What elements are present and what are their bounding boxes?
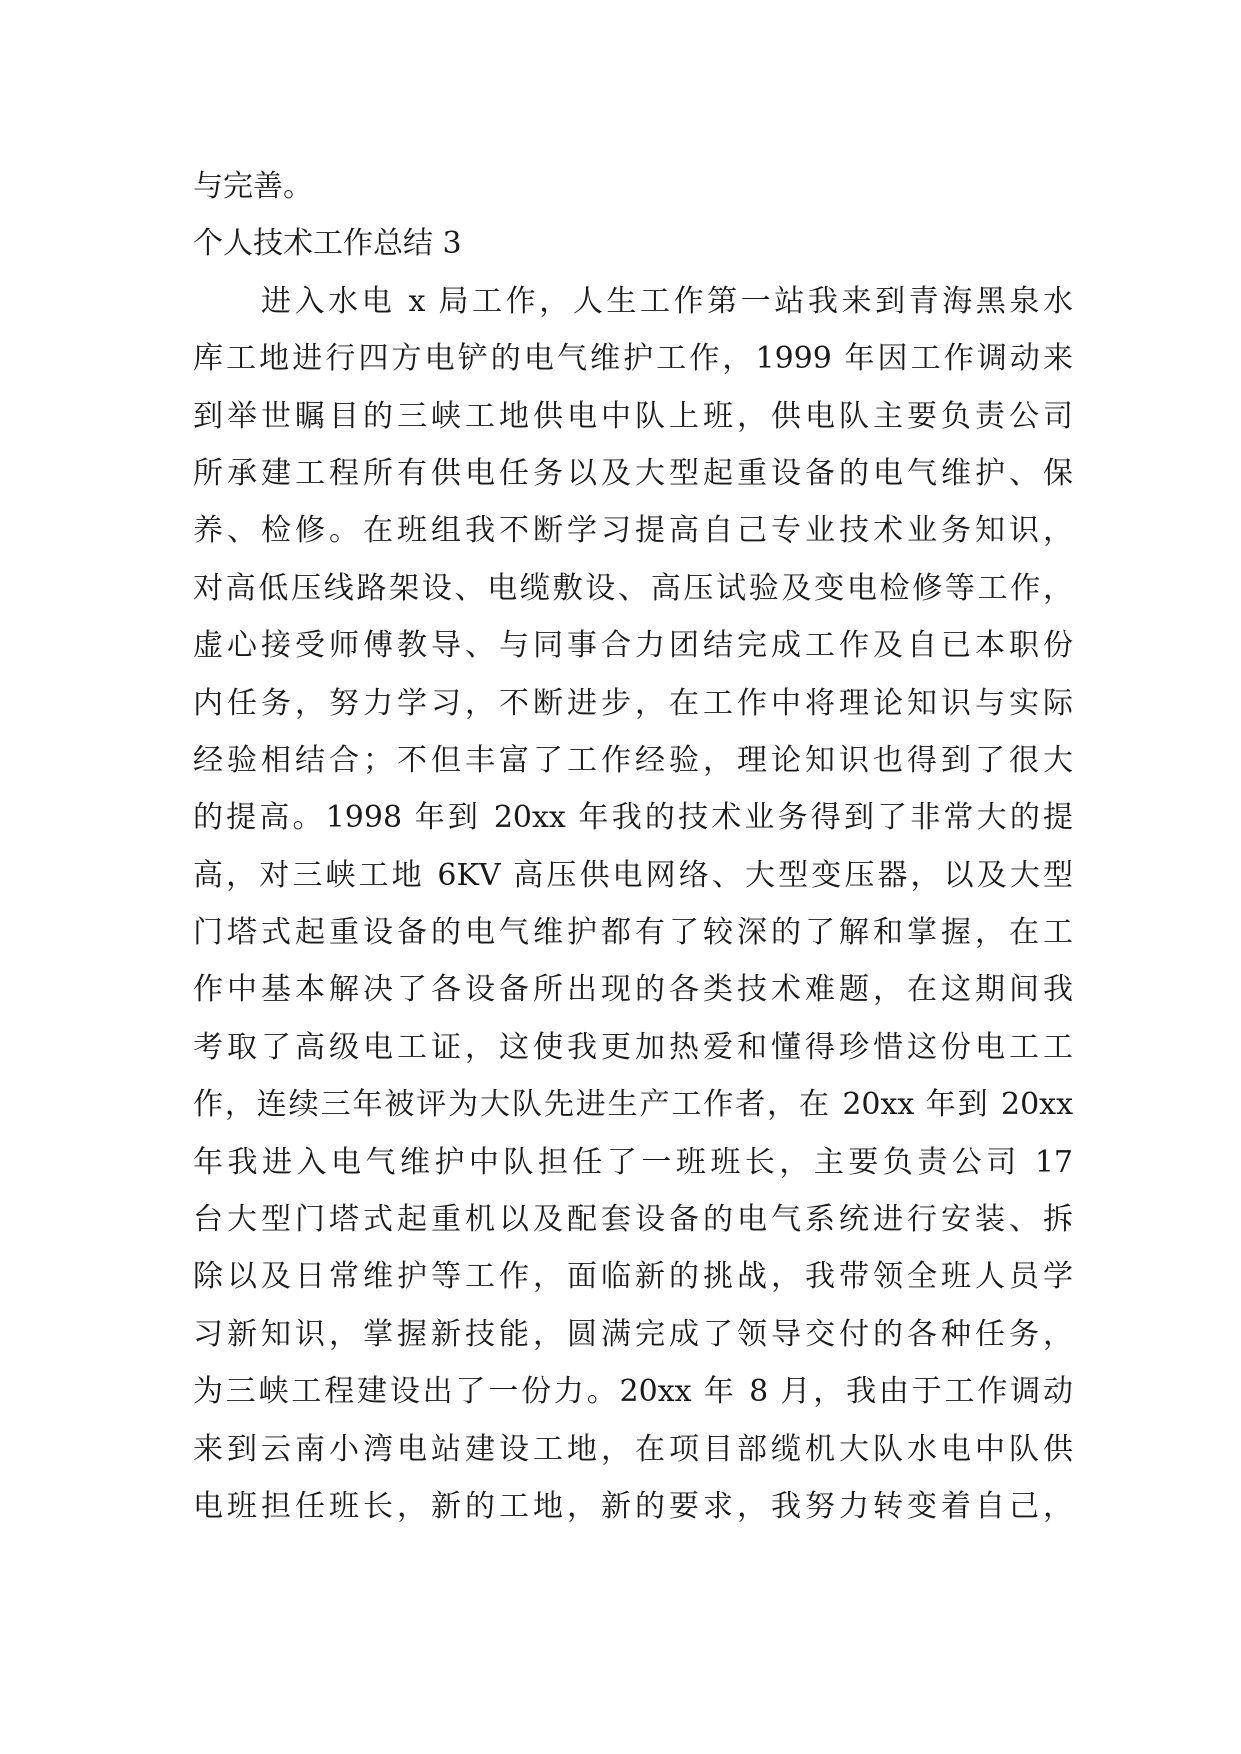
text-line: 电班担任班长，新的工地，新的要求，我努力转变着自己， xyxy=(193,1488,1073,1524)
text-line: 库工地进行四方电铲的电气维护工作，1999 年因工作调动来 xyxy=(193,341,1073,377)
text-line: 考取了高级电工证，这使我更加热爱和懂得珍惜这份电工工 xyxy=(193,1029,1073,1065)
text-line: 到举世瞩目的三峡工地供电中队上班，供电队主要负责公司 xyxy=(193,398,1073,434)
section-heading: 个人技术工作总结 3 xyxy=(193,226,462,262)
text-line: 门塔式起重设备的电气维护都有了较深的了解和掌握，在工 xyxy=(193,915,1073,951)
text-line: 高，对三峡工地 6KV 高压供电网络、大型变压器，以及大型 xyxy=(193,857,1073,893)
text-line: 对高低压线路架设、电缆敷设、高压试验及变电检修等工作， xyxy=(193,570,1073,606)
text-line: 习新知识，掌握新技能，圆满完成了领导交付的各种任务， xyxy=(193,1316,1073,1352)
text-line: 台大型门塔式起重机以及配套设备的电气系统进行安装、拆 xyxy=(193,1202,1073,1238)
text-line: 虚心接受师傅教导、与同事合力团结完成工作及自已本职份 xyxy=(193,628,1073,664)
text-line: 所承建工程所有供电任务以及大型起重设备的电气维护、保 xyxy=(193,455,1073,491)
paragraph-first-line: 进入水电 x 局工作，人生工作第一站我来到青海黑泉水 xyxy=(261,283,1073,319)
text-line: 与完善。 xyxy=(193,169,313,204)
text-line: 内任务，努力学习，不断进步，在工作中将理论知识与实际 xyxy=(193,685,1073,721)
text-line: 为三峡工程建设出了一份力。20xx 年 8 月，我由于工作调动 xyxy=(193,1374,1073,1410)
text-line: 经验相结合；不但丰富了工作经验，理论知识也得到了很大 xyxy=(193,742,1073,778)
text-line: 来到云南小湾电站建设工地，在项目部缆机大队水电中队供 xyxy=(193,1431,1073,1467)
document-body xyxy=(193,158,1073,1535)
text-line: 作中基本解决了各设备所出现的各类技术难题，在这期间我 xyxy=(193,972,1073,1008)
text-line: 的提高。1998 年到 20xx 年我的技术业务得到了非常大的提 xyxy=(193,800,1073,836)
text-line: 年我进入电气维护中队担任了一班班长，主要负责公司 17 xyxy=(193,1144,1073,1180)
text-line: 除以及日常维护等工作，面临新的挑战，我带领全班人员学 xyxy=(193,1259,1073,1295)
text-line: 养、检修。在班组我不断学习提高自己专业技术业务知识， xyxy=(193,513,1073,549)
text-line: 作，连续三年被评为大队先进生产工作者，在 20xx 年到 20xx xyxy=(193,1087,1073,1123)
